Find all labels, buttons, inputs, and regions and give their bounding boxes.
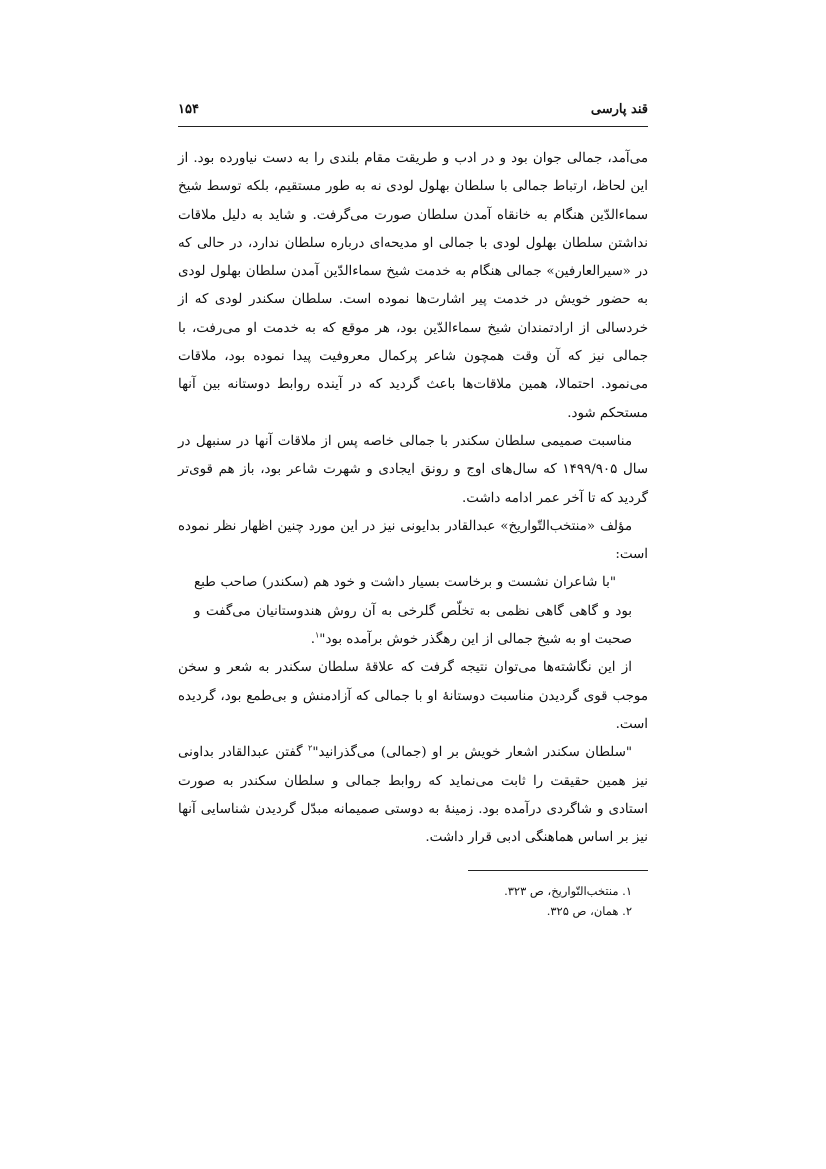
paragraph-3: مؤلف «منتخب‌التّواریخ» عبدالقادر بدایونی نیز در این مورد چنین اظهار نظر نموده است: xyxy=(178,518,648,563)
paragraph-5 xyxy=(178,739,648,852)
page xyxy=(178,96,648,921)
paragraph-4: از این نگاشته‌ها می‌توان نتیجه گرفت که علاقهٔ سلطان سکندر به شعر و سخن موجب قوی گردیدن مناسبت دوستانهٔ او با جمالی که آزادمنش و بی‌طمع بود، گردیده است. xyxy=(178,660,648,732)
page-number: ۱۵۴ xyxy=(178,102,199,117)
footnote-ref-2: ۲ xyxy=(308,743,313,753)
footnote-divider xyxy=(468,870,648,871)
footnote-ref-1: ۱ xyxy=(314,630,320,640)
quote-text: "با شاعران نشست و برخاست بسیار داشت و خود هم (سکندر) صاحب طبع بود و گاهی گاهی نظمی به تخلّص گلرخی به آن روش هندوستانیان می‌گفت و صحبت او به شیخ جمالی از این رهگذر خوش برآمده بود" xyxy=(194,575,632,648)
footnotes xyxy=(178,881,648,921)
body-text xyxy=(178,145,648,852)
paragraph-1: می‌آمد، جمالی جوان بود و در ادب و طریقت مقام بلندی را به دست نیاورده بود. از این لحاظ، ارتباط جمالی با سلطان بهلول لودی نه به طور مستقیم، بلکه توسط شیخ سماءالدّین هنگام به خانقاه آمدن سلطان صورت می‌گرفت. و شاید به دلیل ملاقات نداشتن سلطان بهلول لودی با جمالی او مدیحه‌ای درباره سلطان ندارد، در حالی که در «سیرالعارفین» جمالی هنگام به خدمت شیخ سماءالدّین آمدن سلطان بهلول لودی به حضور خویش در خدمت پیر اشارت‌ها نموده است. سلطان سکندر لودی که از خردسالی از ارادتمندان شیخ سماءالدّین بود، هر موقع که به خدمت او می‌رفت، با جمالی نیز که آن وقت همچون شاعر پرکمال معروفیت پیدا نموده بود، ملاقات می‌نمود. احتمالا، همین ملاقات‌ها باعث گردید که در آینده روابط دوستانه بین آنها مستحکم شود. xyxy=(178,151,648,421)
block-quote: "با شاعران نشست و برخاست بسیار داشت و خود هم (سکندر) صاحب طبع بود و گاهی گاهی نظمی به تخلّص گلرخی به آن روش هندوستانیان می‌گفت و صحبت او به شیخ جمالی از این رهگذر خوش برآمده بود"$^۱$. xyxy=(194,575,632,648)
footnote-1: ۱. منتخب‌التّواریخ، ص ۳۲۳. xyxy=(504,884,632,899)
inline-quote: "سلطان سکندر اشعار خویش بر او (جمالی) می‌گذرانید" xyxy=(312,745,632,761)
page-header xyxy=(178,96,648,127)
paragraph-5-continuation: گفتن عبدالقادر بداونی نیز همین حقیقت را ثابت می‌نماید که روابط جمالی و سلطان سکندر به صورت استادی و شاگردی درآمده بود. زمینهٔ به دوستی صمیمانه مبدّل گردیدن شناسایی آنها نیز بر اساس هماهنگی ادبی قرار داشت. xyxy=(178,745,648,846)
running-title: قند پارسی xyxy=(590,102,648,117)
footnote-2: ۲. همان، ص ۳۲۵. xyxy=(546,904,632,919)
paragraph-2: مناسبت صمیمی سلطان سکندر با جمالی خاصه پس از ملاقات آنها در سنبهل در سال ۱۴۹۹/۹۰۵ که سال‌های اوج و رونق ایجادی و شهرت شاعر بود، باز هم قوی‌تر گردید که تا آخر عمر ادامه داشت. xyxy=(178,433,648,506)
